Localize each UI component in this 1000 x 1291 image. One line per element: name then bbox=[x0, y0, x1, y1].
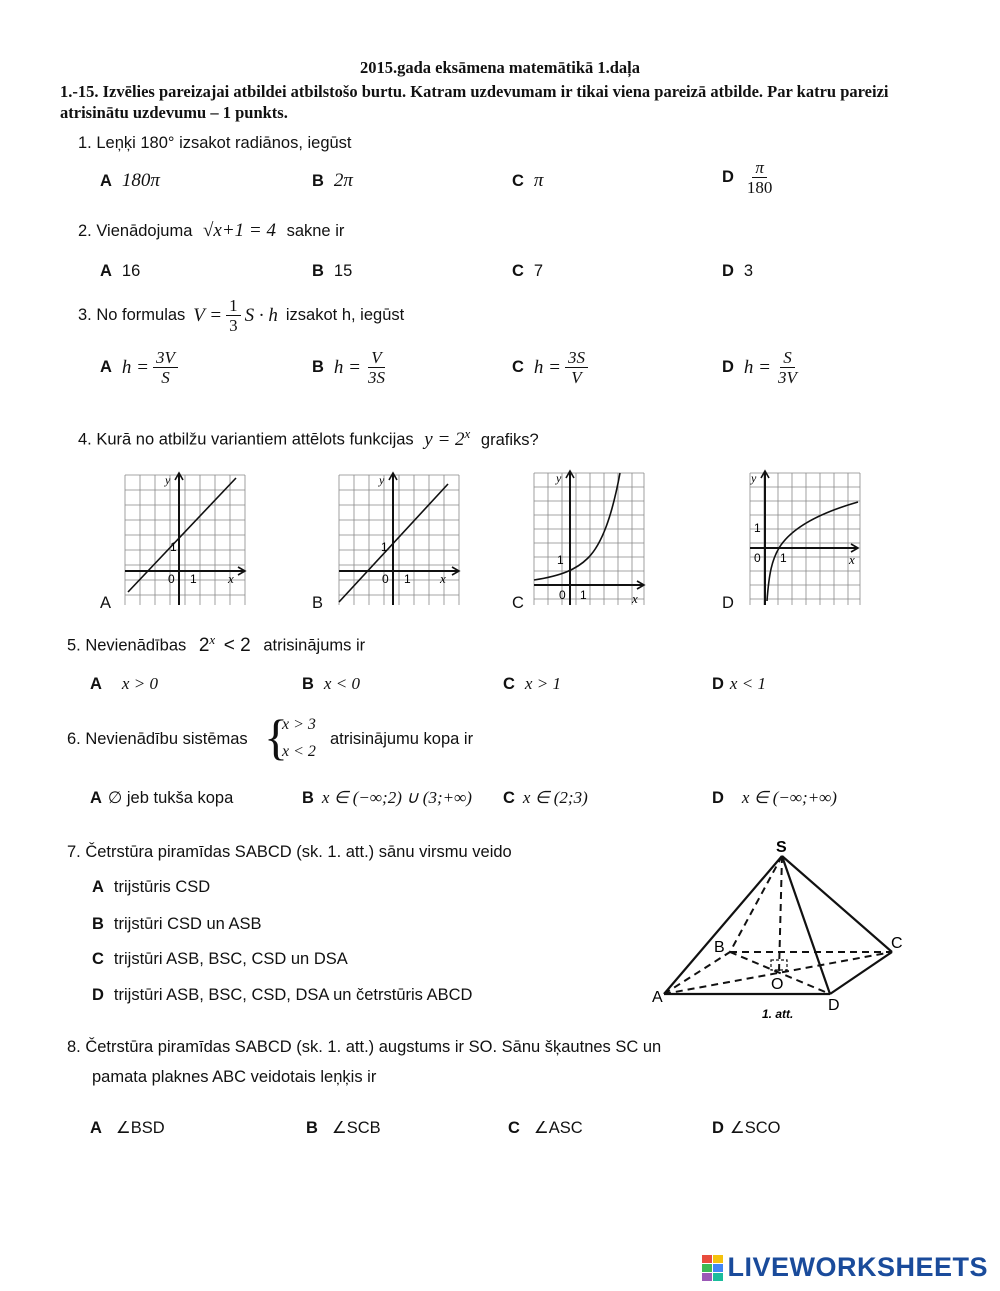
q4-graph-a[interactable] bbox=[120, 468, 250, 608]
q8-option-d[interactable]: D ∠SCO bbox=[712, 1119, 781, 1137]
q3-option-c[interactable]: C h = $\frac{3S}{V}$ bbox=[512, 348, 588, 387]
q6-line2: x < 2 bbox=[282, 743, 316, 760]
q2-option-a[interactable]: A 16 bbox=[100, 262, 141, 280]
q2-option-b[interactable]: B 15 bbox=[312, 262, 353, 280]
q1-option-c[interactable]: C π bbox=[512, 170, 544, 191]
x-axis-label: x bbox=[849, 552, 855, 567]
q6-option-a[interactable]: A ∅ jeb tukša kopa bbox=[90, 789, 234, 807]
page-title: 2015.gada eksāmena matemātikā 1.daļa bbox=[359, 58, 641, 77]
instructions: 1.-15. Izvēlies pareizajai atbildei atbilstošo burtu. Katram uzdevumam ir tikai viena pareizā atbilde. Par katru pareizi atrisinātu uzdevumu – 1 punkts. bbox=[60, 82, 889, 122]
liveworksheets-logo bbox=[702, 1252, 988, 1283]
q3-text: 3. No formulas V = $\frac{1}{3}$ S · h izsakot h, iegūst bbox=[78, 296, 405, 335]
origin-label: 0 bbox=[168, 572, 175, 586]
q4-graph-b[interactable] bbox=[334, 468, 464, 608]
q6-pre: 6. Nevienādību sistēmas bbox=[67, 730, 248, 748]
q1-text: 1. Leņķi 180° izsakot radiānos, iegūst bbox=[78, 134, 352, 152]
origin-label: 0 bbox=[382, 572, 389, 586]
y-axis-label: y bbox=[165, 473, 171, 487]
q7-option-c[interactable]: C trijstūri ASB, BSC, CSD un DSA bbox=[92, 950, 348, 968]
q8-text-line1: 8. Četrstūra piramīdas SABCD (sk. 1. att.) augstums ir SO. Sānu šķautnes SC un bbox=[67, 1038, 662, 1056]
q2-option-c[interactable]: C 7 bbox=[512, 262, 544, 280]
x-axis-label: x bbox=[440, 571, 446, 586]
q7-option-a[interactable]: A trijstūris CSD bbox=[92, 878, 211, 896]
q4-graph-d[interactable] bbox=[746, 468, 864, 608]
vertex-b-label: B bbox=[714, 939, 725, 956]
q4-option-c[interactable]: C bbox=[512, 594, 524, 612]
q3-option-d[interactable]: D h = $\frac{S}{3V}$ bbox=[722, 348, 797, 387]
x-one-label: 1 bbox=[780, 551, 787, 565]
q6-post: atrisinājumu kopa ir bbox=[330, 730, 474, 748]
y-one-label: 1 bbox=[754, 521, 761, 535]
q6-line1: x > 3 bbox=[282, 716, 316, 733]
vertex-c-label: C bbox=[891, 935, 903, 952]
q5-option-b[interactable]: B x < 0 bbox=[302, 674, 360, 693]
q8-text-line2: pamata plaknes ABC veidotais leņķis ir bbox=[92, 1068, 377, 1086]
y-one-label: 1 bbox=[381, 540, 388, 554]
q7-option-d[interactable]: D trijstūri ASB, BSC, CSD, DSA un četrstūris ABCD bbox=[92, 986, 473, 1004]
figure-caption: 1. att. bbox=[762, 1007, 794, 1021]
q7-option-b[interactable]: B trijstūri CSD un ASB bbox=[92, 915, 262, 933]
q1-option-d[interactable]: D $\frac{\pi}{180}$ bbox=[722, 158, 773, 197]
origin-label: 0 bbox=[754, 551, 761, 565]
y-axis-label: y bbox=[379, 473, 385, 487]
x-axis-label: x bbox=[228, 571, 234, 586]
q8-option-a[interactable]: A ∠BSD bbox=[90, 1119, 165, 1137]
pyramid-figure bbox=[648, 834, 918, 1024]
x-one-label: 1 bbox=[190, 572, 197, 586]
q3-option-a[interactable]: A h = $\frac{3V}{S}$ bbox=[100, 348, 178, 387]
logo-text: LIVEWORKSHEETS bbox=[727, 1252, 988, 1282]
q8-option-b[interactable]: B ∠SCB bbox=[306, 1119, 381, 1137]
q5-text: 5. Nevienādības 2$^x$ < 2 atrisinājums ir bbox=[67, 632, 366, 656]
q4-option-b[interactable]: B bbox=[312, 594, 324, 612]
q7-text: 7. Četrstūra piramīdas SABCD (sk. 1. att.) sānu virsmu veido bbox=[67, 843, 512, 861]
vertex-a-label: A bbox=[652, 989, 663, 1006]
x-one-label: 1 bbox=[580, 588, 587, 602]
q1-option-a[interactable]: A 180π bbox=[100, 170, 160, 191]
y-axis-label: y bbox=[556, 471, 562, 485]
origin-label: 0 bbox=[559, 588, 566, 602]
q6-option-c[interactable]: C x ∈ (2;3) bbox=[503, 788, 588, 807]
q5-option-d[interactable]: D x < 1 bbox=[712, 674, 766, 693]
x-one-label: 1 bbox=[404, 572, 411, 586]
point-o-label: O bbox=[771, 976, 784, 993]
y-one-label: 1 bbox=[170, 540, 177, 554]
vertex-s-label: S bbox=[776, 839, 787, 856]
y-one-label: 1 bbox=[557, 553, 564, 567]
x-axis-label: x bbox=[632, 591, 638, 606]
q3-option-b[interactable]: B h = $\frac{V}{3S}$ bbox=[312, 348, 385, 387]
q2-text: 2. Vienādojuma √x+1 = 4 sakne ir bbox=[78, 220, 345, 241]
q6-option-d[interactable]: D x ∈ (−∞;+∞) bbox=[712, 788, 837, 807]
q4-option-a[interactable]: A bbox=[100, 594, 112, 612]
q6-brace: { bbox=[264, 709, 288, 765]
q5-option-a[interactable]: A x > 0 bbox=[90, 674, 158, 693]
q4-option-d[interactable]: D bbox=[722, 594, 734, 612]
q8-option-c[interactable]: C ∠ASC bbox=[508, 1119, 583, 1137]
logo-blocks-icon bbox=[702, 1255, 724, 1281]
vertex-d-label: D bbox=[828, 997, 840, 1014]
q4-graph-c[interactable] bbox=[530, 468, 648, 608]
q2-equation: √x+1 = 4 bbox=[202, 220, 276, 241]
q1-option-b[interactable]: B 2π bbox=[312, 170, 353, 191]
q6-option-b[interactable]: B x ∈ (−∞;2) ∪ (3;+∞) bbox=[302, 788, 472, 807]
q2-option-d[interactable]: D 3 bbox=[722, 262, 754, 280]
y-axis-label: y bbox=[751, 471, 757, 485]
q5-option-c[interactable]: C x > 1 bbox=[503, 674, 561, 693]
q4-text: 4. Kurā no atbilžu variantiem attēlots funkcijas $y = 2^x$ grafiks? bbox=[78, 426, 539, 450]
